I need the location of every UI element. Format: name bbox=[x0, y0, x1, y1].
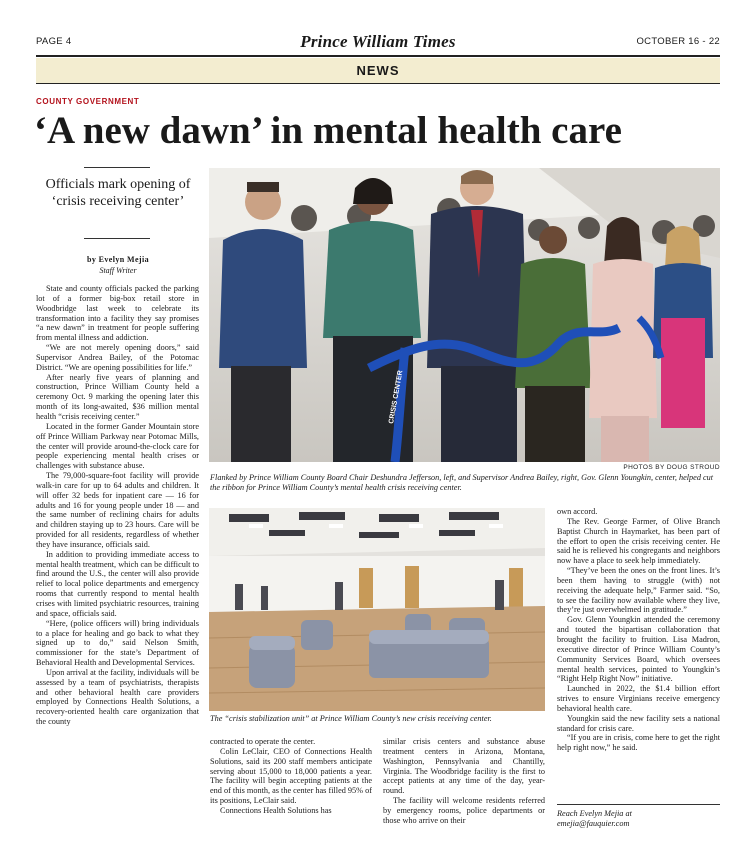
stabilization-unit-photo bbox=[209, 508, 545, 711]
ribbon-cutting-illustration bbox=[209, 168, 720, 462]
photo-credit: PHOTOS BY DOUG STROUD bbox=[623, 464, 720, 471]
secondary-photo-caption: The “crisis stabilization unit” at Prince William County’s new crisis receiving center. bbox=[210, 714, 492, 723]
page-number: PAGE 4 bbox=[36, 36, 72, 47]
body-paragraph: In addition to providing immediate access to mental health treatment, which can be difficult to find around the U.S., the center will also provide relief to local police departments and emergency rooms that currently respond to mental health crises with limited psychiatric resources, training and space, officials said. bbox=[36, 549, 199, 618]
stabilization-unit-illustration bbox=[209, 508, 545, 711]
byline-name: by Evelyn Mejia bbox=[87, 255, 149, 264]
body-paragraph: “If you are in crisis, come here to get the right help right now,” he said. bbox=[557, 733, 720, 753]
masthead-logo: Prince William Times bbox=[300, 32, 456, 51]
body-paragraph: Youngkin said the new facility sets a national standard for crisis care. bbox=[557, 713, 720, 733]
section-label: NEWS bbox=[36, 58, 720, 84]
article-headline: ‘A new dawn’ in mental health care bbox=[34, 109, 622, 152]
body-column-4 bbox=[557, 507, 720, 753]
body-paragraph: Connections Health Solutions has bbox=[220, 805, 332, 815]
body-paragraph: The Rev. George Farmer, of Olive Branch Baptist Church in Haymarket, has been part of the effort to open the crisis receiving center. He said he is relieved his congregants and neighbors now have a place to seek help immediately. bbox=[557, 516, 720, 566]
body-paragraph: Launched in 2022, the $1.4 billion effort strives to ensure Virginians receive emergency behavioral health care. bbox=[557, 684, 720, 713]
body-paragraph: similar crisis centers and substance abuse treatment centers in Arizona, Montana, Washington, Pennsylvania and Chantilly, Virginia. The Woodbridge facility is the first to accept patients at any time of the day, year-round. bbox=[383, 737, 545, 796]
body-paragraph: Located in the former Gander Mountain store off Prince William Parkway near Potomac Mills, the center will provide around-the-clock care for people experiencing mental health crises or challenges with substance abuse. bbox=[36, 421, 199, 471]
article-byline bbox=[40, 254, 196, 276]
body-paragraph: “They’ve been the ones on the front lines. It’s been them having to struggle (with) not receiving the adequate help,” Farmer said. “So, to see the facility now available where they live, they’re just overwhelmed in gratitude.” bbox=[557, 566, 720, 615]
deck-rule-bottom bbox=[84, 238, 150, 239]
ribbon-text: CRISIS CENTER bbox=[388, 369, 405, 425]
body-paragraph: “Here, (police officers will) bring individuals to a place for healing and go back to what they signed up to do,” said Nelson Smith, commissioner for the state’s Department of Behavioral Health and Developmental Services. bbox=[36, 618, 199, 668]
body-column-2 bbox=[210, 737, 372, 816]
body-paragraph: contracted to operate the center. bbox=[210, 737, 316, 746]
body-paragraph: The 79,000-square-foot facility will provide walk-in care for up to 64 adults and children. It will offer 32 beds for inpatient care — 16 for adults and 16 for young people under 18 — and the same number of reclining chairs for adults and children staying up to 23 hours. Care will be provided for all residents, regardless of whether they have insurance, officials said. bbox=[36, 471, 199, 549]
body-paragraph: Upon arrival at the facility, individuals will be assessed by a team of psychiatrists, therapists and other behavioral health care providers employed by Connections Health Solutions, a recovery-oriented health care organization that the county bbox=[36, 667, 199, 727]
byline-role: Staff Writer bbox=[99, 266, 137, 275]
body-paragraph: After nearly five years of planning and construction, Prince William County held a ceremony Oct. 9 marking the opening later this month of its long-awaited, $36 million mental health “crisis receiving center.” bbox=[36, 372, 199, 421]
article-kicker: COUNTY GOVERNMENT bbox=[36, 97, 140, 106]
main-photo-caption: Flanked by Prince William County Board Chair Deshundra Jefferson, left, and Supervisor Andrea Bailey, right, Gov. Glenn Youngkin, center, helped cut the ribbon for Prince William County’s mental health crisis receiving center. bbox=[210, 473, 714, 492]
reporter-email[interactable]: emejia@fauquier.com bbox=[557, 818, 630, 828]
body-paragraph: “We are not merely opening doors,” said Supervisor Andrea Bailey, of the Potomac District. “We are opening possibilities for life.” bbox=[36, 343, 199, 372]
body-paragraph: Colin LeClair, CEO of Connections Health Solutions, said its 200 staff members anticipate serving about 15,000 to 18,000 patients a year. The facility will begin accepting patients at the end of this month, as the center has filled 95% of its positions, LeClair said. bbox=[210, 746, 372, 806]
ribbon-cutting-photo bbox=[209, 168, 720, 462]
issue-date: OCTOBER 16 - 22 bbox=[636, 36, 720, 47]
body-column-3 bbox=[383, 737, 545, 826]
article-deck: Officials mark opening of ‘crisis receiving center’ bbox=[45, 177, 191, 209]
body-paragraph: Gov. Glenn Youngkin attended the ceremony and touted the bipartisan collaboration that brought the facility to fruition. Lisa Madron, executive director of Prince William County’s Community Services Board, which oversees mental health services, pointed to Youngkin’s “Right Help Right Now” initiative. bbox=[557, 615, 720, 684]
reporter-signoff bbox=[557, 809, 720, 829]
body-column-1 bbox=[36, 284, 199, 727]
body-paragraph: own accord. bbox=[557, 507, 598, 516]
body-paragraph: The facility will welcome residents referred by emergency rooms, police departments or those who arrive on their bbox=[383, 796, 545, 825]
body-paragraph: State and county officials packed the parking lot of a former big-box retail store in Woodbridge last week to celebrate its transformation into a facility they say promises “a new dawn” in treatment for people suffering from mental illness and addiction. bbox=[36, 284, 199, 343]
signoff-rule bbox=[557, 804, 720, 805]
header-rule bbox=[36, 55, 720, 57]
signoff-line: Reach Evelyn Mejia at bbox=[557, 809, 632, 818]
deck-rule-top bbox=[84, 167, 150, 168]
